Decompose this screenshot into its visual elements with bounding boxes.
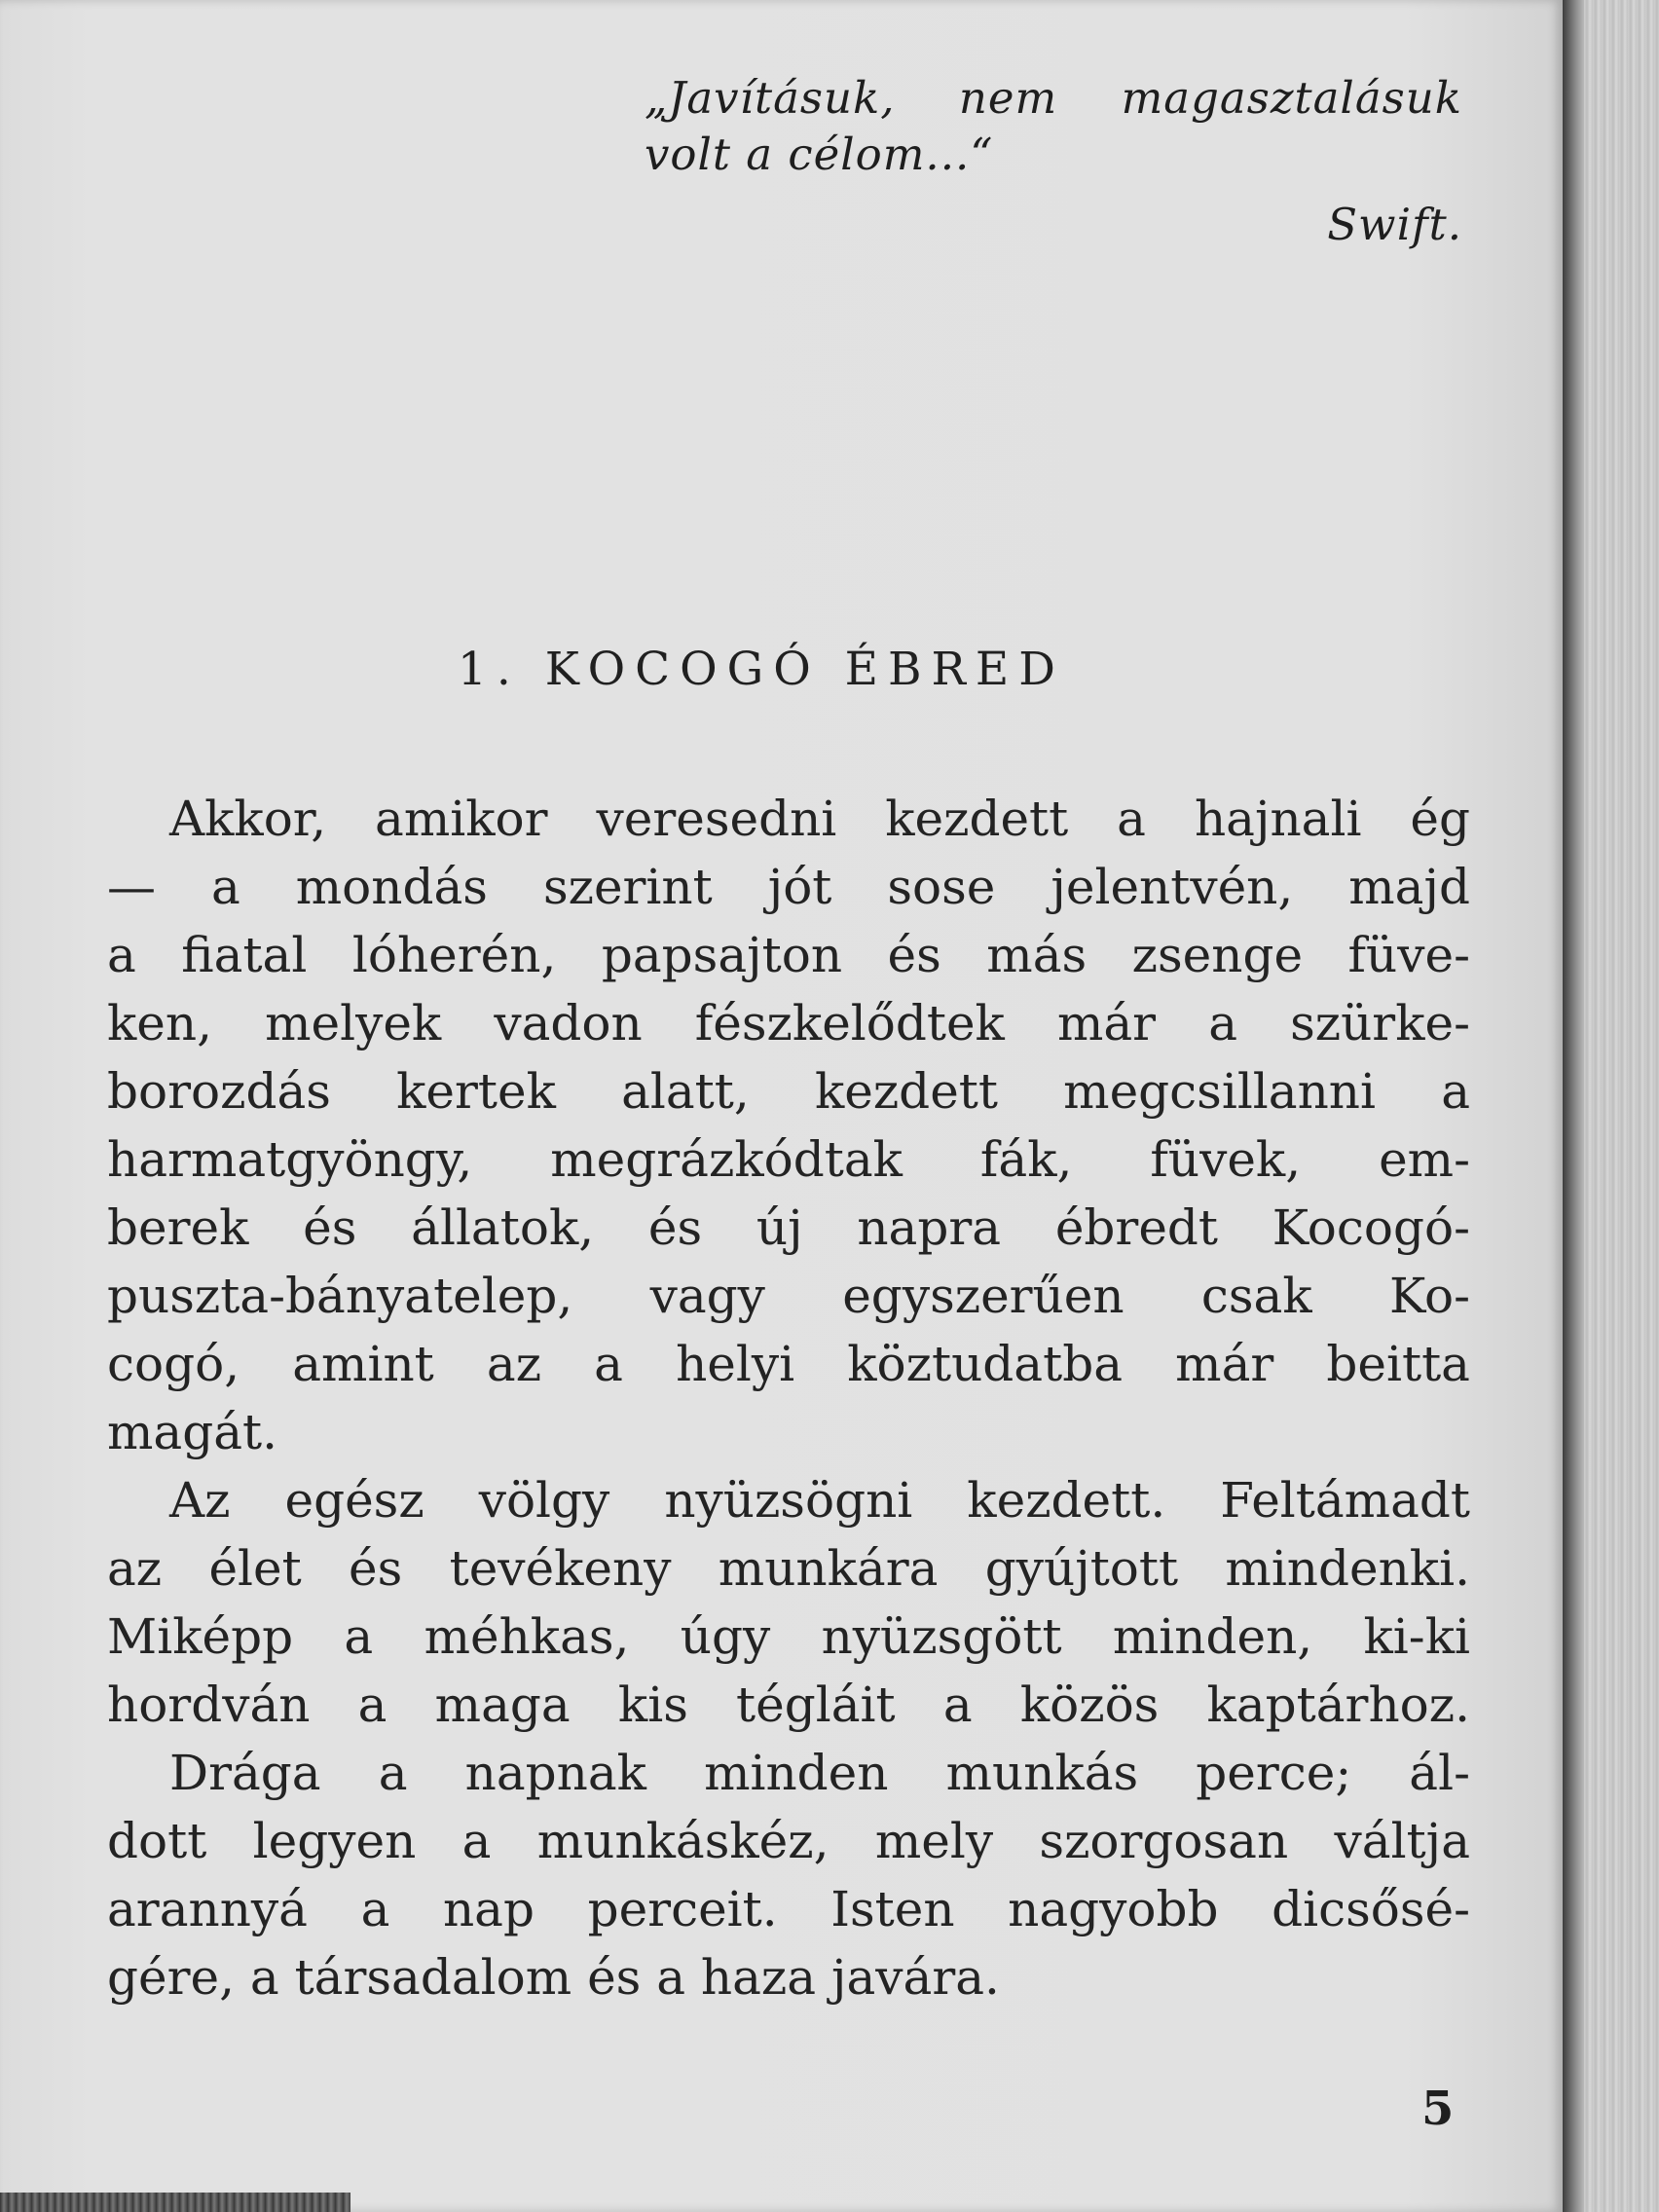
body-line: a fiatal lóherén, papsajton és más zsenge füve-	[107, 927, 1470, 983]
body-line: az élet és tevékeny munkára gyújtott mindenki.	[107, 1540, 1470, 1597]
epigraph	[645, 70, 1462, 253]
body-line: harmatgyöngy, megrázkódtak fák, füvek, em-	[107, 1131, 1470, 1188]
epigraph-line-1: „Javításuk, nem magasztalásuk	[645, 72, 1462, 124]
body-line: borozdás kertek alatt, kezdett megcsillanni a	[107, 1063, 1470, 1120]
body-line: Akkor, amikor veresedni kezdett a hajnali ég	[169, 791, 1470, 847]
body-line: arannyá a nap perceit. Isten nagyobb dicsősé-	[107, 1881, 1470, 1937]
page-edges	[1584, 0, 1659, 2212]
epigraph-author: Swift.	[1327, 199, 1462, 250]
body-line: ken, melyek vadon fészkelődtek már a szürke-	[107, 995, 1470, 1051]
body-text	[107, 785, 1470, 2011]
chapter-title: 1. KOCOGÓ ÉBRED	[458, 643, 1065, 696]
body-line: hordván a maga kis tégláit a közös kaptárhoz.	[107, 1677, 1470, 1733]
body-line: Miképp a méhkas, úgy nyüzsgött minden, ki-ki	[107, 1608, 1470, 1665]
body-line: — a mondás szerint jót sose jelentvén, majd	[107, 859, 1470, 915]
body-line: dott legyen a munkáskéz, mely szorgosan váltja	[107, 1813, 1470, 1869]
book-spine-shadow	[1563, 0, 1584, 2212]
body-line: gére, a társadalom és a haza javára.	[107, 1949, 1000, 2006]
scan-bottom-edge	[0, 2193, 350, 2212]
body-line: Drága a napnak minden munkás perce; ál-	[169, 1745, 1470, 1801]
page-number: 5	[1421, 2082, 1455, 2136]
body-line: Az egész völgy nyüzsögni kezdett. Feltámadt	[169, 1472, 1470, 1529]
epigraph-line-2: volt a célom...“	[645, 129, 994, 180]
body-line: cogó, amint az a helyi köztudatba már beitta	[107, 1336, 1470, 1392]
body-line: magát.	[107, 1404, 278, 1460]
body-line: berek és állatok, és új napra ébredt Kocogó-	[107, 1199, 1470, 1256]
body-line: puszta-bányatelep, vagy egyszerűen csak Ko-	[107, 1268, 1470, 1324]
